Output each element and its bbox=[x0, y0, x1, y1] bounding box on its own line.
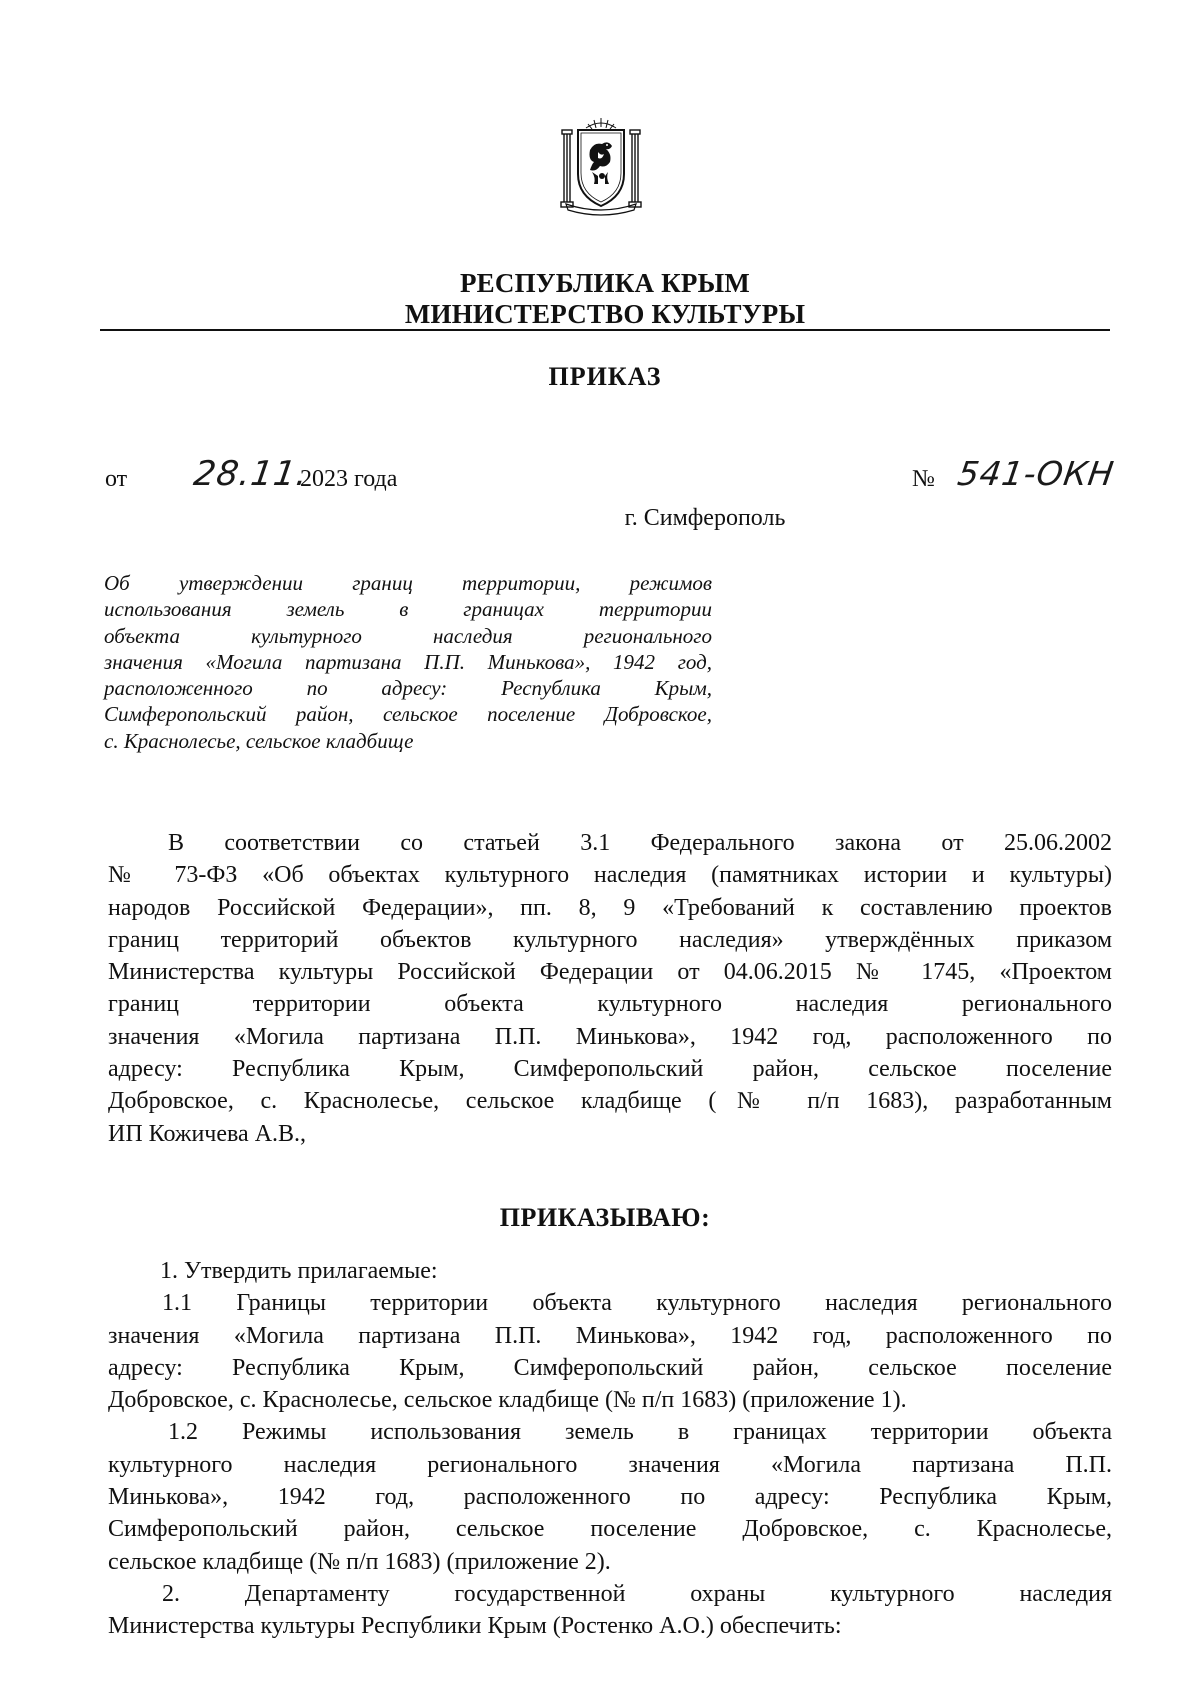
item-1-1-line: адресу: Республика Крым, Симферопольский район, сельское поселение bbox=[108, 1354, 1112, 1381]
item-1-1-line: 1.1 Границы территории объекта культурного наследия регионального bbox=[162, 1290, 1112, 1317]
item-1-2-line: Симферопольский район, сельское поселение Добровское, с. Краснолесье, bbox=[108, 1516, 1112, 1543]
subject-line: объекта культурного наследия регионального bbox=[104, 623, 712, 648]
number-sign: № bbox=[912, 466, 935, 492]
item-1-2-line: Минькова», 1942 год, расположенного по адресу: Республика Крым, bbox=[108, 1484, 1112, 1511]
preamble-line: адресу: Республика Крым, Симферопольский район, сельское поселение bbox=[108, 1056, 1112, 1083]
item-1-2-line: 1.2 Режимы использования земель в границах территории объекта bbox=[168, 1419, 1112, 1446]
subject-line: расположенного по адресу: Республика Крым, bbox=[104, 676, 712, 701]
city: г. Симферополь bbox=[624, 505, 786, 531]
item-1-intro: 1. Утвердить прилагаемые: bbox=[160, 1258, 438, 1284]
republic-name: РЕСПУБЛИКА КРЫМ bbox=[459, 268, 750, 298]
order-items bbox=[108, 1255, 1112, 1643]
crimea-coat-of-arms-icon bbox=[556, 116, 646, 216]
subject-line: с. Краснолесье, сельское кладбище bbox=[104, 728, 414, 753]
preamble-line: Министерства культуры Российской Федерации от 04.06.2015 № 1745, «Проектом bbox=[108, 959, 1112, 986]
organization-header bbox=[100, 268, 1110, 330]
document-type: ПРИКАЗ bbox=[548, 362, 662, 391]
subject-line: значения «Могила партизана П.П. Минькова», 1942 год, bbox=[104, 649, 712, 674]
subject-block bbox=[104, 570, 712, 754]
header-divider bbox=[100, 329, 1110, 331]
date-year: 2023 года bbox=[300, 466, 398, 492]
item-1-2-line: сельское кладбище (№ п/п 1683) (приложение 2). bbox=[108, 1548, 611, 1575]
date-prefix: от bbox=[105, 466, 128, 492]
ministry-name: МИНИСТЕРСТВО КУЛЬТУРЫ bbox=[404, 299, 806, 329]
preamble-line: В соответствии со статьей 3.1 Федерального закона от 25.06.2002 bbox=[168, 830, 1112, 856]
preamble-line: № 73-ФЗ «Об объектах культурного наследия (памятниках истории и культуры) bbox=[108, 862, 1112, 889]
preamble-line: ИП Кожичева А.В., bbox=[108, 1120, 307, 1147]
preamble-paragraph bbox=[108, 827, 1112, 1150]
preamble-line: значения «Могила партизана П.П. Минькова», 1942 год, расположенного по bbox=[108, 1023, 1112, 1050]
item-2-line: 2. Департаменту государственной охраны культурного наследия bbox=[162, 1580, 1112, 1607]
subject-line: использования земель в границах территории bbox=[104, 597, 712, 622]
preamble-line: границ территории объекта культурного наследия регионального bbox=[108, 991, 1112, 1018]
item-1-1-line: Добровское, с. Краснолесье, сельское кладбище (№ п/п 1683) (приложение 1). bbox=[108, 1387, 907, 1414]
handwritten-date: 28.11. bbox=[191, 454, 311, 494]
order-word: ПРИКАЗЫВАЮ: bbox=[499, 1203, 711, 1232]
subject-line: Об утверждении границ территории, режимов bbox=[104, 571, 712, 595]
preamble-line: границ территорий объектов культурного наследия» утверждённых приказом bbox=[108, 926, 1112, 953]
handwritten-number: 541-ОКН bbox=[955, 454, 1117, 493]
item-2-line: Министерства культуры Республики Крым (Ростенко А.О.) обеспечить: bbox=[108, 1613, 842, 1640]
preamble-line: Добровское, с. Краснолесье, сельское кладбище (№ п/п 1683), разработанным bbox=[108, 1088, 1112, 1115]
item-1-2-line: культурного наследия регионального значения «Могила партизана П.П. bbox=[108, 1451, 1112, 1478]
item-1-1-line: значения «Могила партизана П.П. Минькова», 1942 год, расположенного по bbox=[108, 1322, 1112, 1349]
subject-line: Симферопольский район, сельское поселение Добровское, bbox=[104, 702, 712, 727]
preamble-line: народов Российской Федерации», пп. 8, 9 «Требований к составлению проектов bbox=[108, 894, 1112, 921]
